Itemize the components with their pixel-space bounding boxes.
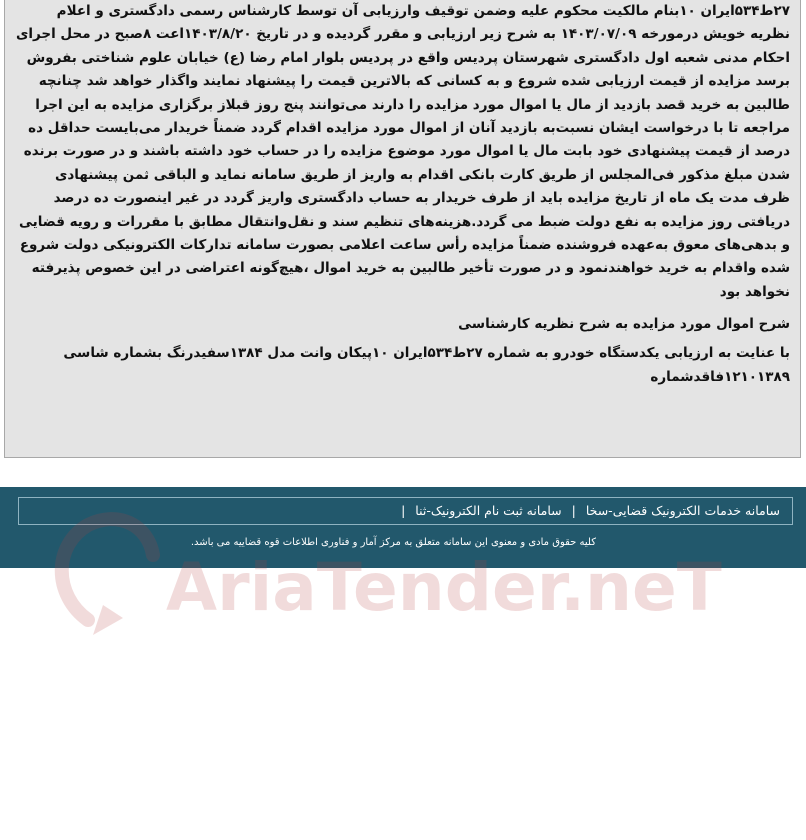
footer-separator: |	[571, 503, 576, 518]
property-description-item: با عنایت به ارزیابی یکدستگاه خودرو به شماره ۲۷ط۵۳۴ایران ۱۰پیکان وانت مدل ۱۳۸۴سفیدرنگ بشماره شاسی ۱۲۱۰۱۳۸۹فاقدشماره	[63, 345, 790, 385]
notice-panel	[4, 0, 801, 458]
footer-link-sana[interactable]: سامانه ثبت نام الکترونیک-ثنا	[415, 503, 562, 518]
watermark-text: AriaTender.neT	[166, 549, 722, 626]
footer-link-sakha[interactable]: سامانه خدمات الکترونیک قضایی-سخا	[585, 503, 780, 518]
footer-copyright: کلیه حقوق مادی و معنوی این سامانه متعلق به مرکز آمار و فناوری اطلاعات قوه قضاییه می باشد.	[190, 537, 596, 548]
footer-links-bar	[18, 497, 793, 525]
notice-paragraph: ۲۷ط۵۳۴ایران ۱۰بنام مالکیت محکوم علیه وضمن توقیف وارزیابی آن توسط کارشناس رسمی دادگستری و اعلام نظریه خویش درمورخه ۱۴۰۳/۰۷/۰۹ به شرح زیر ارزیابی و مقرر گردیده و در تاریخ ۱۴۰۳/۸/۲۰اعت ۸صبح در محل اجرای احکام مدنی شعبه اول دادگستری شهرستان پردیس واقع در پردیس بلوار امام رضا (ع) خیابان علوم شناختی بفروش برسد مزایده از قیمت ارزیابی شده شروع و به کسانی که بالاترین قیمت را پیشنهاد نمایند واگذار خواهد شد چنانچه طالبین به خرید قصد بازدید از مال یا اموال مورد مزایده را دارند می‌توانند پنج روز قبلاز برگزاری مزایده به این اجرا مراجعه تا با درخواست ایشان نسبت‌به بازدید آنان از اموال مورد مزایده اقدام گردد ضمناً خریدار می‌بایست حداقل ده درصد از قیمت پیشنهادی خود بابت مال یا اموال مورد موضوع مزایده را در حساب خود داشته باشند و در صورت برنده شدن مبلغ مذکور فی‌المجلس از طریق کارت بانکی اقدام به واریز از طریق سامانه نماید و الباقی ثمن پیشنهادی ظرف مدت یک ماه از تاریخ مزایده باید از طرف خریدار به حساب دادگستری واریز گردد در غیر اینصورت ده درصد دریافتی روز مزایده به نفع دولت ضبط می گردد.هزینه‌های تنظیم سند و نقل‌وانتقال مطابق با مقررات و رویه قضایی و بدهی‌های معوق به‌عهده فروشنده ضمناً مزایده رأس ساعت اعلامی بصورت سامانه تدارکات الکترونیکی دولت شروع شده واقدام به خرید خواهندنمود و در صورت تأخیر طالبین به خرید اموال ،هیچ‌گونه اعتراضی در این خصوص پذیرفته نخواهد بود	[15, 3, 790, 300]
site-footer	[0, 487, 806, 568]
notice-content	[15, 0, 790, 389]
footer-separator-end: |	[401, 503, 406, 518]
property-description-heading: شرح اموال مورد مزایده به شرح نظریه کارشناسی	[458, 316, 790, 333]
